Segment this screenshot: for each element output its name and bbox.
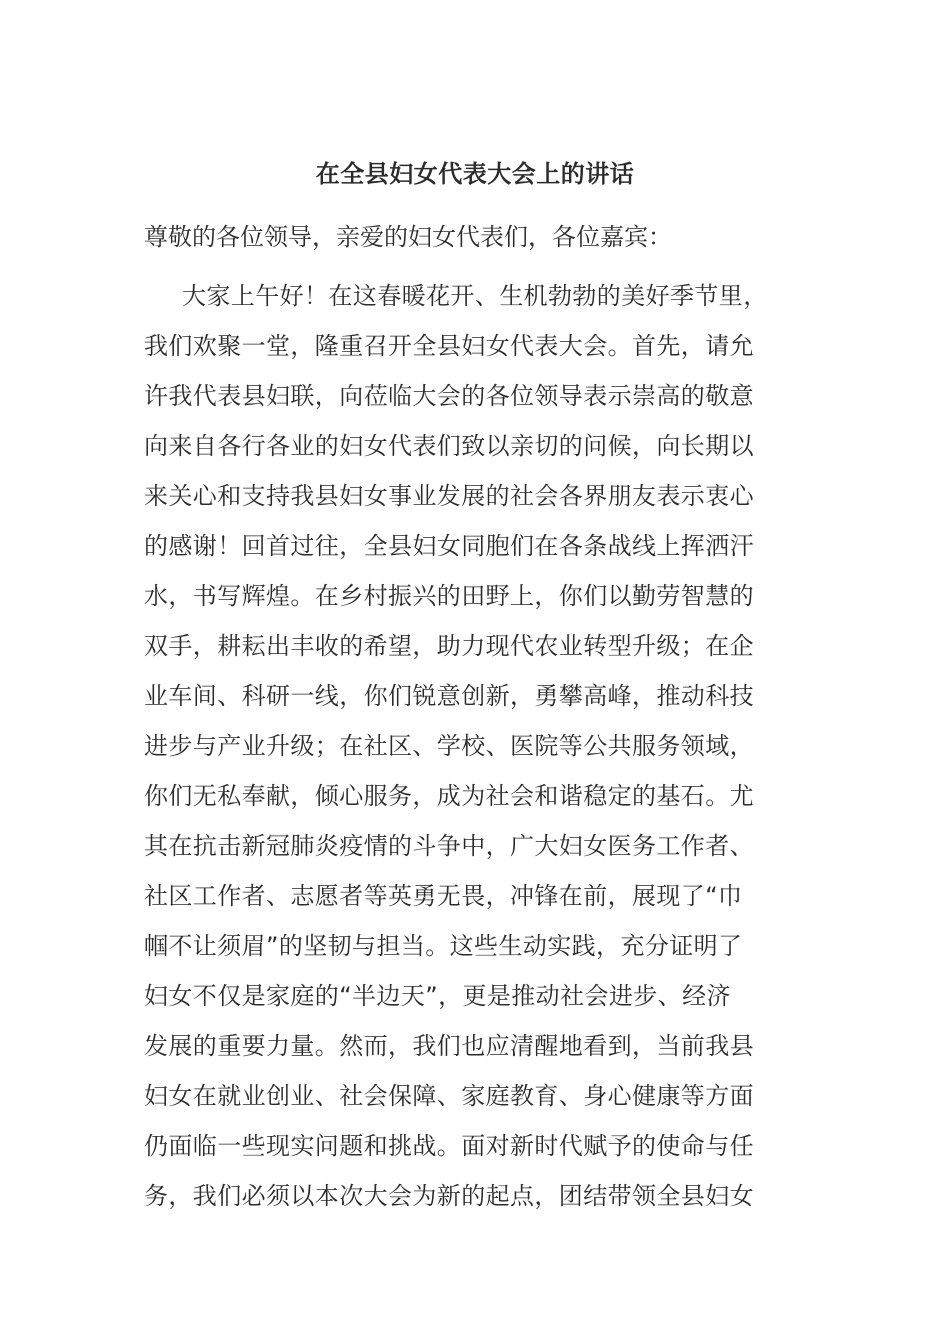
- body-line: 发展的重要力量。然而，我们也应清醒地看到，当前我县: [144, 1032, 754, 1060]
- body-line: 务，我们必须以本次大会为新的起点，团结带领全县妇女: [144, 1182, 754, 1210]
- body-line: 大家上午好！在这春暖花开、生机勃勃的美好季节里，: [182, 282, 768, 310]
- body-line: 妇女在就业创业、社会保障、家庭教育、身心健康等方面: [144, 1082, 754, 1110]
- body-line: 双手，耕耘出丰收的希望，助力现代农业转型升级；在企: [144, 632, 754, 660]
- body-line: 社区工作者、志愿者等英勇无畏，冲锋在前，展现了“巾: [144, 882, 743, 910]
- body-line: 许我代表县妇联，向莅临大会的各位领导表示崇高的敬意: [144, 382, 754, 410]
- body-line: 我们欢聚一堂，隆重召开全县妇女代表大会。首先，请允: [144, 332, 754, 360]
- body-line: 来关心和支持我县妇女事业发展的社会各界朋友表示衷心: [144, 482, 754, 510]
- body-line: 业车间、科研一线，你们锐意创新，勇攀高峰，推动科技: [144, 682, 754, 710]
- body-line: 其在抗击新冠肺炎疫情的斗争中，广大妇女医务工作者、: [144, 832, 754, 860]
- body-line: 仍面临一些现实问题和挑战。面对新时代赋予的使命与任: [144, 1132, 754, 1160]
- body-line: 帼不让须眉”的坚韧与担当。这些生动实践，充分证明了: [144, 932, 743, 960]
- body-line: 水，书写辉煌。在乡村振兴的田野上，你们以勤劳智慧的: [144, 582, 754, 610]
- body-line: 进步与产业升级；在社区、学校、医院等公共服务领域，: [144, 732, 754, 760]
- document-title: 在全县妇女代表大会上的讲话: [315, 160, 635, 188]
- body-line: 向来自各行各业的妇女代表们致以亲切的问候，向长期以: [144, 432, 754, 460]
- salutation: 尊敬的各位领导，亲爱的妇女代表们，各位嘉宾：: [144, 223, 672, 251]
- body-line: 你们无私奉献，倾心服务，成为社会和谐稳定的基石。尤: [144, 782, 754, 810]
- body-line: 的感谢！回首过往，全县妇女同胞们在各条战线上挥洒汗: [144, 532, 754, 560]
- speech-body: [144, 276, 824, 1226]
- body-line: 妇女不仅是家庭的“半边天”，更是推动社会进步、经济: [144, 982, 731, 1010]
